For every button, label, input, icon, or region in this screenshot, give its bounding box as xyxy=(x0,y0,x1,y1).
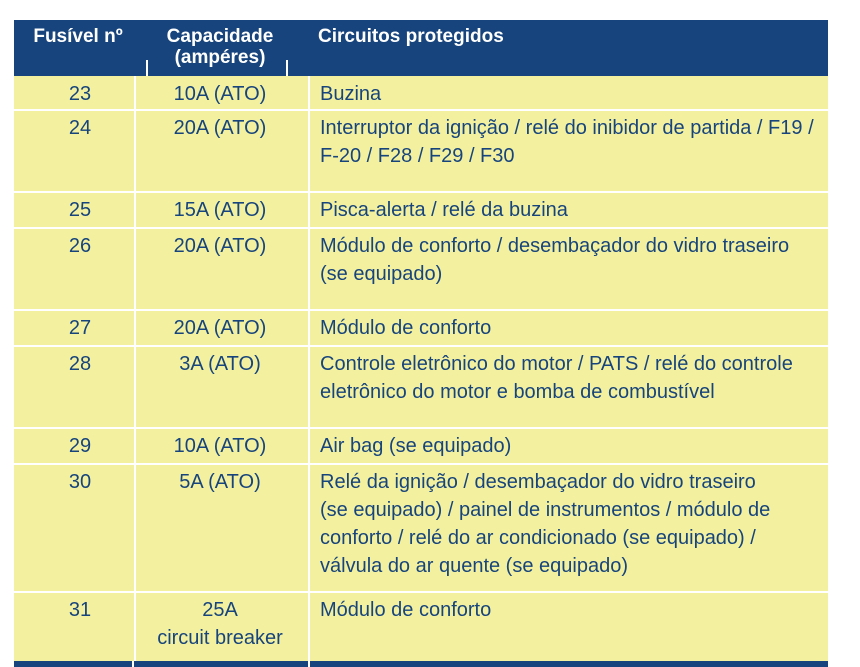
header-circuits: Circuitos protegidos xyxy=(318,26,504,47)
capacity-line: circuit breaker xyxy=(157,627,283,649)
circuit-line: Air bag (se equipado) xyxy=(320,435,512,457)
circuit-line: Buzina xyxy=(320,83,382,105)
table-row xyxy=(14,110,828,192)
row-divider xyxy=(14,309,828,311)
capacity-line: 20A (ATO) xyxy=(173,117,267,139)
circuit-line: Módulo de conforto / desembaçador do vidro traseiro xyxy=(320,235,790,257)
circuits-cell xyxy=(320,350,825,406)
row-divider xyxy=(14,591,828,593)
capacity-line: 5A (ATO) xyxy=(179,471,261,493)
table-row xyxy=(14,228,828,310)
header-fuse-number: Fusível nº xyxy=(33,26,123,47)
circuit-line: conforto / relé do ar condicionado (se equipado) / xyxy=(320,527,756,549)
header-separator xyxy=(286,60,288,76)
circuit-line: Módulo de conforto xyxy=(320,599,492,621)
circuit-line: Controle eletrônico do motor / PATS / relé do controle xyxy=(320,353,793,375)
fuse-number-cell: 25 xyxy=(68,199,92,221)
table-bottom-bar xyxy=(14,661,828,667)
circuits-cell xyxy=(320,432,825,460)
row-divider xyxy=(14,191,828,193)
fuse-number-cell: 24 xyxy=(68,117,92,139)
column-divider xyxy=(134,76,136,664)
column-divider xyxy=(308,76,310,664)
row-divider xyxy=(14,227,828,229)
table-row xyxy=(14,346,828,428)
fuse-number-cell: 28 xyxy=(68,353,92,375)
capacity-cell xyxy=(146,350,294,378)
circuit-line: (se equipado) / painel de instrumentos / módulo de xyxy=(320,499,771,521)
capacity-line: 20A (ATO) xyxy=(173,235,267,257)
capacity-line: 20A (ATO) xyxy=(173,317,267,339)
row-divider xyxy=(14,463,828,465)
bottom-bar-gap xyxy=(308,661,310,667)
circuits-cell xyxy=(320,314,825,342)
capacity-cell xyxy=(146,196,294,224)
capacity-line: 15A (ATO) xyxy=(173,199,267,221)
fuse-number-cell: 31 xyxy=(68,599,92,621)
capacity-cell xyxy=(146,596,294,652)
circuit-line: F-20 / F28 / F29 / F30 xyxy=(320,145,515,167)
bottom-bar-gap xyxy=(132,661,134,667)
capacity-cell xyxy=(146,468,294,496)
capacity-cell xyxy=(146,114,294,142)
capacity-line: 3A (ATO) xyxy=(179,353,261,375)
circuits-cell xyxy=(320,596,825,624)
circuit-line: válvula do ar quente (se equipado) xyxy=(320,555,628,577)
fuse-number-cell: 27 xyxy=(68,317,92,339)
header-capacity-label: Capacidade xyxy=(166,26,274,47)
circuit-line: eletrônico do motor e bomba de combustível xyxy=(320,381,715,403)
circuit-line: Módulo de conforto xyxy=(320,317,492,339)
fuse-number-cell: 30 xyxy=(68,471,92,493)
circuits-cell xyxy=(320,196,825,224)
circuits-cell xyxy=(320,232,825,288)
circuit-line: (se equipado) xyxy=(320,263,443,285)
circuits-cell xyxy=(320,468,825,580)
table-row xyxy=(14,192,828,228)
capacity-line: 10A (ATO) xyxy=(173,83,267,105)
table-row xyxy=(14,76,828,110)
table-row xyxy=(14,428,828,464)
header-capacity xyxy=(146,26,294,68)
row-divider xyxy=(14,345,828,347)
circuits-cell xyxy=(320,80,825,108)
fuse-table xyxy=(14,20,828,664)
capacity-cell xyxy=(146,80,294,108)
circuit-line: Interruptor da ignição / relé do inibidor de partida / F19 / xyxy=(320,117,814,139)
capacity-cell xyxy=(146,432,294,460)
capacity-line: 10A (ATO) xyxy=(173,435,267,457)
fuse-number-cell: 29 xyxy=(68,435,92,457)
table-header xyxy=(14,20,828,76)
fuse-number-cell: 26 xyxy=(68,235,92,257)
circuit-line: Relé da ignição / desembaçador do vidro traseiro xyxy=(320,471,756,493)
fuse-number-cell: 23 xyxy=(68,83,92,105)
circuit-line: Pisca-alerta / relé da buzina xyxy=(320,199,568,221)
header-capacity-unit: (ampéres) xyxy=(174,47,266,68)
table-row xyxy=(14,592,828,661)
row-divider xyxy=(14,109,828,111)
table-row xyxy=(14,310,828,346)
row-divider xyxy=(14,427,828,429)
capacity-line: 25A xyxy=(202,599,238,621)
header-separator xyxy=(146,60,148,76)
capacity-cell xyxy=(146,232,294,260)
capacity-cell xyxy=(146,314,294,342)
table-row xyxy=(14,464,828,592)
circuits-cell xyxy=(320,114,825,170)
